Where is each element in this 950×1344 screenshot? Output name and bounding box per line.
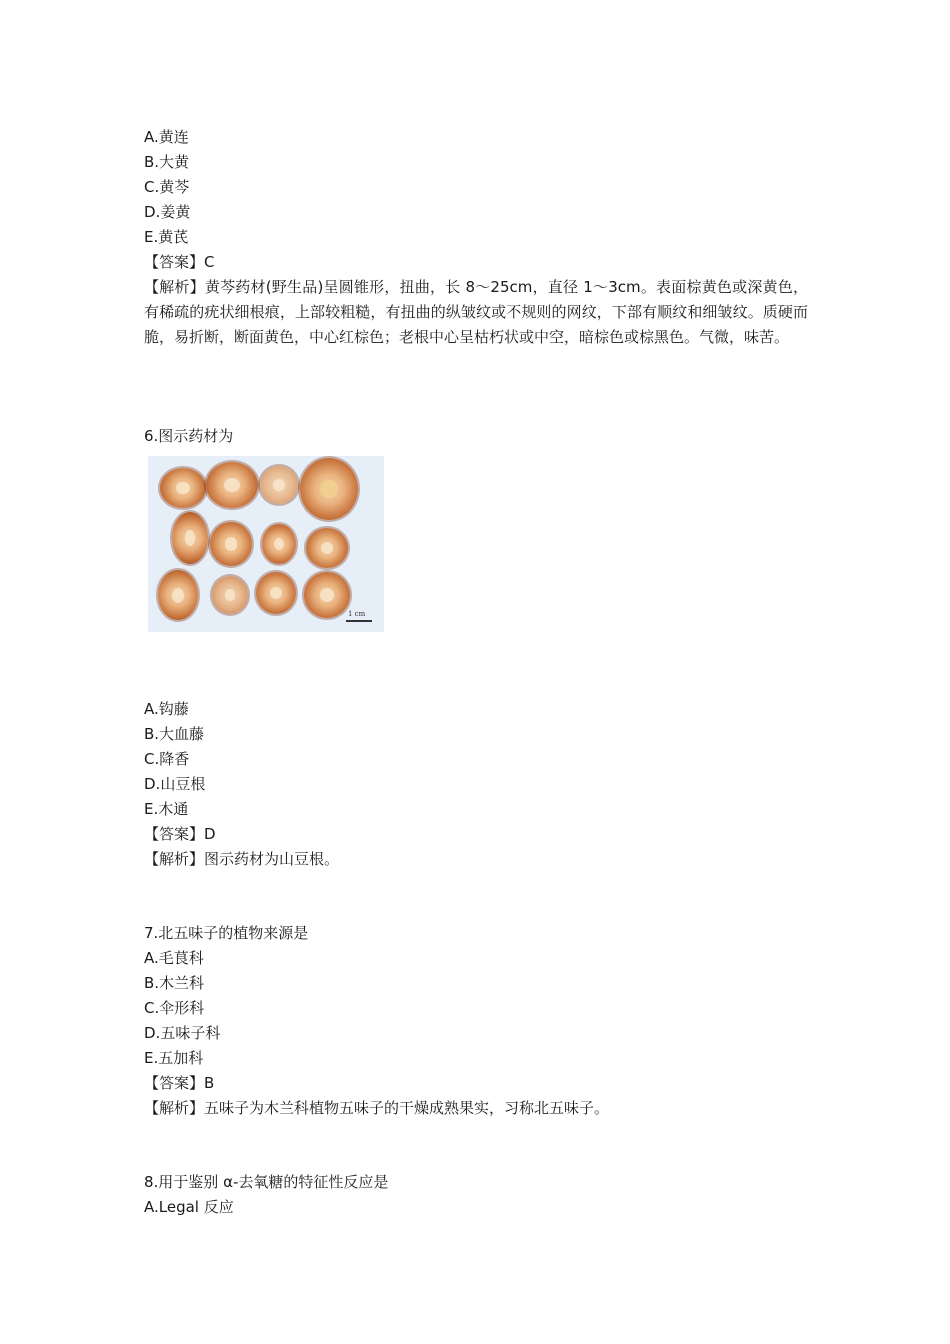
herb-slice	[212, 576, 248, 614]
scale-label: 1 cm	[348, 610, 366, 618]
q6-option-b: B.大血藤	[144, 725, 205, 743]
herb-slice	[260, 466, 298, 504]
herb-slice	[256, 572, 296, 614]
q7-option-e: E.五加科	[144, 1049, 204, 1067]
q7-option-d: D.五味子科	[144, 1024, 221, 1042]
q8-question: 8.用于鉴别 α-去氧糖的特征性反应是	[144, 1173, 389, 1191]
q6-analysis: 【解析】图示药材为山豆根。	[144, 850, 340, 868]
q5-option-e: E.黄芪	[144, 228, 189, 246]
herb-slice	[172, 512, 208, 564]
q6-option-e: E.木通	[144, 800, 189, 818]
q5-analysis: 【解析】黄芩药材(野生品)呈圆锥形，扭曲，长 8～25cm，直径 1～3cm。表面棕黄色或深黄色，有稀疏的疣状细根痕，上部较粗糙，有扭曲的纵皱纹或不规则的网纹，下部有顺纹和细皱纹。质硬而脆，易折断，断面黄色，中心红棕色；老根中心呈枯朽状或中空，暗棕色或棕黑色。气微，味苦。	[144, 278, 808, 346]
q7-option-c: C.伞形科	[144, 999, 205, 1017]
q6-question: 6.图示药材为	[144, 427, 234, 445]
q6-option-c: C.降香	[144, 750, 190, 768]
q7-answer: 【答案】B	[144, 1074, 215, 1092]
herb-slice	[304, 572, 350, 618]
herb-slice	[262, 524, 296, 564]
q8-option-a: A.Legal 反应	[144, 1198, 234, 1216]
q5-option-c: C.黄芩	[144, 178, 190, 196]
herb-slices-image	[148, 456, 384, 632]
q7-option-b: B.木兰科	[144, 974, 205, 992]
herb-slice	[300, 458, 358, 520]
herb-slice	[206, 462, 258, 508]
q5-option-d: D.姜黄	[144, 203, 191, 221]
herb-slice	[158, 570, 198, 620]
herb-slice	[306, 528, 348, 568]
herb-slice	[160, 468, 206, 508]
q5-answer: 【答案】C	[144, 253, 215, 271]
q7-analysis: 【解析】五味子为木兰科植物五味子的干燥成熟果实，习称北五味子。	[144, 1099, 610, 1117]
q6-option-a: A.钩藤	[144, 700, 189, 718]
q6-answer: 【答案】D	[144, 825, 216, 843]
q5-option-a: A.黄连	[144, 128, 189, 146]
q7-option-a: A.毛茛科	[144, 949, 204, 967]
q7-question: 7.北五味子的植物来源是	[144, 924, 309, 942]
q6-option-d: D.山豆根	[144, 775, 206, 793]
scale-bar	[346, 620, 372, 622]
herb-slice	[210, 522, 252, 566]
q5-option-b: B.大黄	[144, 153, 190, 171]
